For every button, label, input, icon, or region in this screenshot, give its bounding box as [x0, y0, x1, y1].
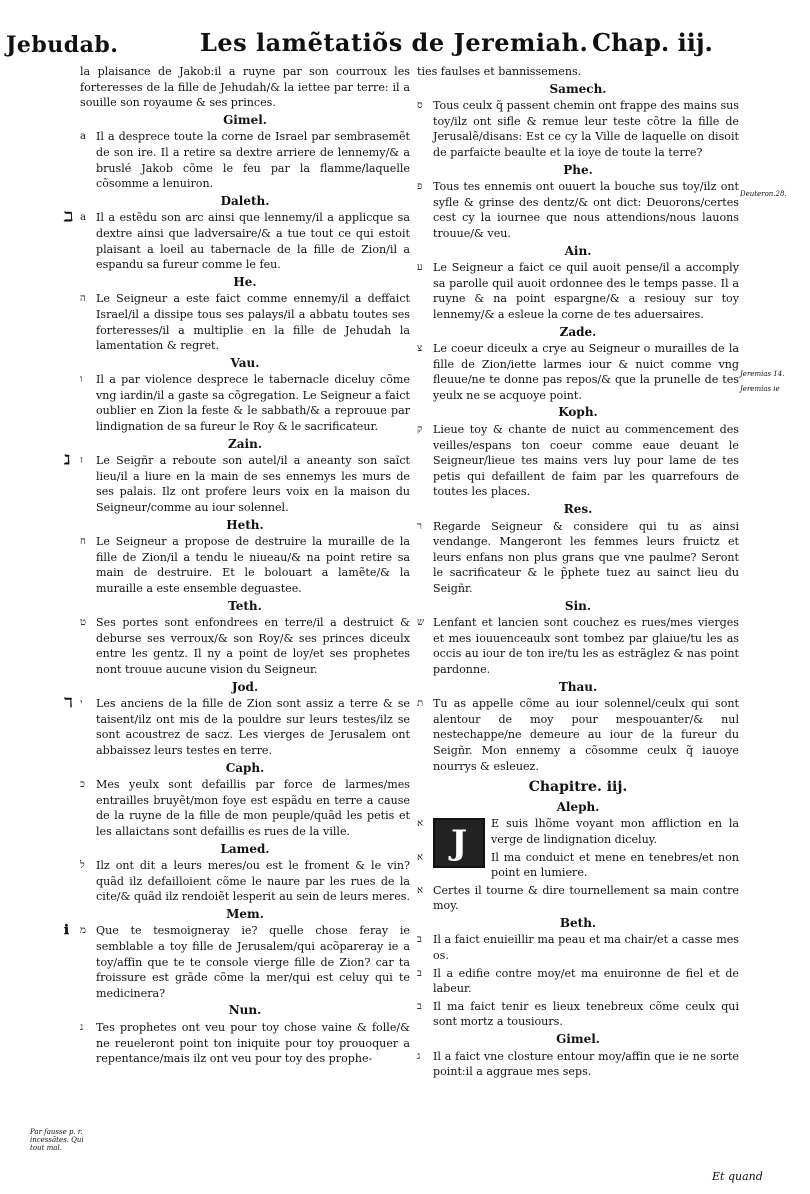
verse-text: Le Seigñr a reboute son autel/il a aneanty son saĩct lieu/il a liure en la main de ses ennemys les murs de ses palais. Ilz ont profere leurs voix en la maison du Seigneur/comme au iour solennel.	[96, 454, 410, 515]
verse-text: Lieue toy & chante de nuict au commencement des veilles/espans ton coeur comme eaue deuant le Seigneur/lieue tes mains vers luy pour lame de tes petis qui defaillent de faim par les quarrefours de toutes les places.	[433, 423, 739, 499]
verse-text: Les anciens de la fille de Zion sont assiz a terre & se taisent/ilz ont mis de la pouldre sur leurs testes/ilz se sont acoustrez de sacz. Les vierges de Jerusalem ont abbaissez leurs testes en terre.	[96, 697, 410, 757]
verse-letter-mark: ע	[417, 262, 423, 274]
left-margin-note: Par fausse p. r. incessãtes. Qui tout mal.	[30, 1128, 84, 1152]
verse-letter-mark: ג	[417, 1050, 421, 1062]
verse-heading: Sin.	[564, 598, 592, 613]
verse-text: Il a estẽdu son arc ainsi que lennemy/il a applicque sa dextre ainsi que ladversaire/& a tue tout ce qui estoit plaisant a loeil au tabernacle de la fille de Zion/il a espandu sa fureur comme le feu.	[96, 211, 410, 272]
verse-letter-mark: א	[417, 884, 424, 896]
left-column-intro: la plaisance de Jakob:il a ruyne par son courroux les forteresses de la fille de Jehudah/& la iettee par terre: il a souille son royaume & ses princes.	[80, 65, 410, 110]
verse-text: E suis lhõme voyant mon affliction en la verge de lindignation diceluy.	[491, 817, 739, 846]
decorated-initial: J	[433, 818, 485, 868]
verse-heading: Heth.	[226, 517, 264, 532]
verse-text: Il ma faict tenir es lieux tenebreux cõme ceulx qui sont mortz a tousiours.	[433, 999, 739, 1029]
left-text-column	[64, 64, 410, 1069]
verse-letter-mark: ק	[417, 424, 423, 436]
verse-heading: Samech.	[549, 81, 607, 96]
verse-paragraph	[417, 179, 739, 241]
verse-heading: Aleph.	[556, 799, 600, 814]
verse-heading: Mem.	[226, 906, 264, 921]
verse-heading: Res.	[563, 502, 593, 517]
verse-paragraph	[80, 1020, 410, 1067]
verse-text: Ilz ont dit a leurs meres/ou est le froment & le vin? quãd ilz defailloient cõme le naure par les rues de la cite/& quãd ilz rendoiẽt lesperit au sein de leurs meres.	[96, 859, 410, 904]
verse-paragraph	[80, 291, 410, 353]
verse-letter-mark: ב	[417, 1000, 422, 1012]
verse-text: Il a faict vne closture entour moy/affin que ie ne sorte point:il a aggraue mes seps.	[433, 1049, 739, 1079]
verse-letter-mark: a	[80, 212, 86, 224]
right-margin-note-3: Jeremias ie	[740, 385, 780, 393]
verse-letter-mark: י	[80, 698, 83, 710]
verse-text: Il ma conduict et mene en tenebres/et non point en lumiere.	[491, 850, 739, 880]
chapter-heading: Chapitre. iij.	[528, 779, 628, 796]
verse-letter-mark: ס	[417, 100, 423, 112]
verse-letter-mark: ח	[80, 536, 86, 548]
verse-paragraph	[417, 615, 739, 677]
margin-mark: ℷ	[64, 453, 71, 469]
verse-text: Le Seigneur a faict ce quil auoit pense/il a accomply sa parolle quil auoit ordonnee des le temps passe. Il a ruyne & na point espargne/& a resiouy sur toy lennemy/& a esleue la corne de tes aduersaires.	[433, 261, 739, 321]
verse-letter-mark: ש	[417, 617, 425, 629]
verse-letter-mark: ו	[80, 374, 83, 386]
verse-letter-mark: נ	[80, 1022, 84, 1034]
running-head-title: Les lamẽtatiõs de Jeremiah.	[200, 28, 589, 57]
page-header	[0, 28, 810, 64]
verse-heading: Lamed.	[220, 841, 270, 856]
verse-letter-mark: ר	[417, 520, 422, 532]
verse-heading: Nun.	[228, 1003, 262, 1018]
verse-paragraph	[417, 816, 739, 863]
verse-text: Il a desprece toute la corne de Israel par sembrasemẽt de son ire. Il a retire sa dextre arriere de lennemy/& a bruslé Jakob cõme le feu par la flamme/laquelle cõsomme a lenuiron.	[96, 130, 410, 191]
verse-paragraph	[417, 999, 739, 1030]
verse-text: Le coeur diceulx a crye au Seigneur o murailles de la fille de Zion/iette larmes iour & nuict comme vng fleuue/ne te donne pas repos/& que la prunelle de tes yeulx ne se acquoye point.	[433, 342, 739, 402]
verse-heading: Zain.	[228, 436, 262, 451]
verse-paragraph	[80, 129, 410, 191]
verse-letter-mark: ת	[417, 698, 424, 710]
margin-mark: ℸ	[64, 696, 73, 712]
verse-heading: Beth.	[559, 915, 597, 930]
verse-text: Certes il tourne & dire tournellement sa main contre moy.	[433, 883, 739, 913]
verse-letter-mark: ב	[417, 934, 422, 946]
verse-paragraph	[80, 858, 410, 905]
running-head-left: Jebudab.	[6, 32, 119, 58]
verse-heading: Ain.	[564, 243, 592, 258]
verse-paragraph	[417, 260, 739, 322]
verse-heading: Jod.	[231, 679, 259, 694]
verse-text: Que te tesmoigneray ie? quelle chose feray ie semblable a toy fille de Jerusalem/qui acõpareray ie a toy/affin que te te console vierge fille de Zion? car ta froissure est grãde cõme la mer/qui est celuy qui te medicinera?	[96, 924, 410, 1000]
verse-heading: Vau.	[230, 355, 260, 370]
verse-letter-mark: ה	[80, 293, 86, 305]
verse-text: Tous ceulx q̃ passent chemin ont frappe des mains sus toy/ilz ont sifle & remue leur teste cõtre la fille de Jerusalẽ/disans: Est ce cy la Ville de laquelle on disoit de parfaicte beaulte et la ioye de toute la terre?	[433, 99, 739, 159]
verse-text: Mes yeulx sont defaillis par force de larmes/mes entrailles bruyẽt/mon foye est espãdu en terre a cause de la ruyne de la fille de mon peuple/quãd les petis et les allaictans sont defaillis es rues de la ville.	[96, 778, 410, 838]
verse-text: Il a par violence desprece le tabernacle diceluy cõme vng iardin/il a gaste sa cõgregation. Le Seigneur a faict oublier en Zion la feste & le sabbath/& a reprouue par lindignation de sa fureur le Roy & le sacrificateur.	[96, 373, 410, 434]
verse-paragraph	[80, 372, 410, 434]
verse-text: Lenfant et lancien sont couchez es rues/mes vierges et mes iouuenceaulx sont tombez par glaiue/tu les as occis au iour de ton ire/tu les as estrãglez & nas point pardonne.	[433, 616, 739, 676]
verse-heading: He.	[233, 274, 257, 289]
verse-letter-mark: ב	[417, 967, 422, 979]
verse-letter-mark: פ	[417, 181, 423, 193]
verse-heading: Daleth.	[220, 193, 270, 208]
running-head-chapter: Chap. iij.	[592, 28, 713, 57]
verse-heading: Caph.	[225, 760, 265, 775]
verse-paragraph	[64, 923, 410, 1001]
catchword: Et quand	[712, 1170, 763, 1183]
verse-heading: Teth.	[228, 598, 262, 613]
verse-text: Il a edifie contre moy/et ma enuironne de fiel et de labeur.	[433, 966, 739, 996]
verse-paragraph	[64, 696, 410, 758]
verse-paragraph	[417, 1049, 739, 1080]
verse-heading: Koph.	[558, 405, 598, 420]
verse-paragraph	[417, 422, 739, 500]
verse-letter-mark: כ	[80, 779, 85, 791]
verse-paragraph	[417, 850, 739, 881]
verse-text: Tu as appelle cõme au iour solennel/ceulx qui sont alentour de moy pour mespouanter/& nul nestechappe/ne demeure au iour de la fureur du Seigñr. Mon ennemy a cõsomme ceulx q̃ iauoye nourrys & esleuez.	[433, 697, 739, 773]
verse-paragraph	[417, 932, 739, 963]
right-margin-note-1: Deuteron.28.	[740, 190, 787, 198]
verse-text: Le Seigneur a este faict comme ennemy/il a deffaict Israel/il a dissipe tous ses palays/il a abbatu toutes ses forteresses/il a multiplie en la fille de Jehudah la lamentation & regret.	[96, 292, 410, 353]
verse-letter-mark: ט	[80, 617, 87, 629]
verse-text: Regarde Seigneur & considere qui tu as ainsi vendange. Mangeront les femmes leurs fruictz et leurs enfans non plus grans que vne paulme? Seront le sacrificateur & le p̃phete tuez au sainct lieu du Seigñr.	[433, 519, 739, 595]
verse-letter-mark: צ	[417, 343, 423, 355]
verse-text: Tes prophetes ont veu pour toy chose vaine & folle/& ne reueleront point ton iniquite pour toy prouoquer a repentance/mais ilz ont veu pour toy des prophe-	[96, 1021, 410, 1066]
verse-letter-mark: ל	[80, 860, 85, 872]
verse-paragraph	[417, 519, 739, 597]
margin-mark: ℶ	[64, 210, 73, 226]
verse-letter-mark: a	[80, 131, 86, 143]
verse-heading: Gimel.	[556, 1032, 600, 1047]
verse-paragraph	[80, 534, 410, 596]
verse-paragraph	[417, 883, 739, 914]
verse-paragraph	[80, 615, 410, 677]
right-margin-note-2: Jeremias 14.	[740, 370, 785, 378]
verse-heading: Thau.	[558, 679, 598, 694]
verse-heading: Zade.	[559, 324, 597, 339]
verse-paragraph	[64, 210, 410, 272]
verse-letter-mark: מ	[80, 925, 86, 937]
verse-paragraph	[80, 777, 410, 839]
verse-letter-mark: א	[417, 818, 424, 830]
verse-heading: Gimel.	[223, 112, 267, 127]
verse-heading: Phe.	[563, 162, 593, 177]
verse-text: Il a faict enuieillir ma peau et ma chair/et a casse mes os.	[433, 933, 739, 963]
verse-paragraph	[417, 966, 739, 997]
verse-paragraph	[417, 696, 739, 774]
verse-letter-mark: א	[417, 851, 424, 863]
verse-paragraph	[417, 98, 739, 160]
verse-text: Ses portes sont enfondrees en terre/il a destruict & deburse ses verroux/& son Roy/& ses princes diceulx entre les gentz. Il ny a point de loy/et ses prophetes nont trouue aucune vision du Seigneur.	[96, 616, 410, 676]
verse-text: Le Seigneur a propose de destruire la muraille de la fille de Zion/il a tendu le niueau/& na point retire sa main de destruire. Et le bolouart a lamẽte/& la muraille a este ensemble deguastee.	[96, 535, 410, 595]
verse-paragraph	[417, 341, 739, 403]
verse-letter-mark: ז	[80, 455, 83, 467]
right-text-column	[417, 64, 739, 1082]
verse-text: Tous tes ennemis ont ouuert la bouche sus toy/ilz ont syfle & grinse des dentz/& ont dict: Deuorons/certes cest cy la iournee que nous attendions/nous lauons trouue/& veu.	[433, 180, 739, 240]
verse-paragraph	[64, 453, 410, 515]
margin-mark: ℹ	[64, 923, 69, 939]
right-column-intro: ties faulses et bannissemens.	[417, 65, 582, 78]
